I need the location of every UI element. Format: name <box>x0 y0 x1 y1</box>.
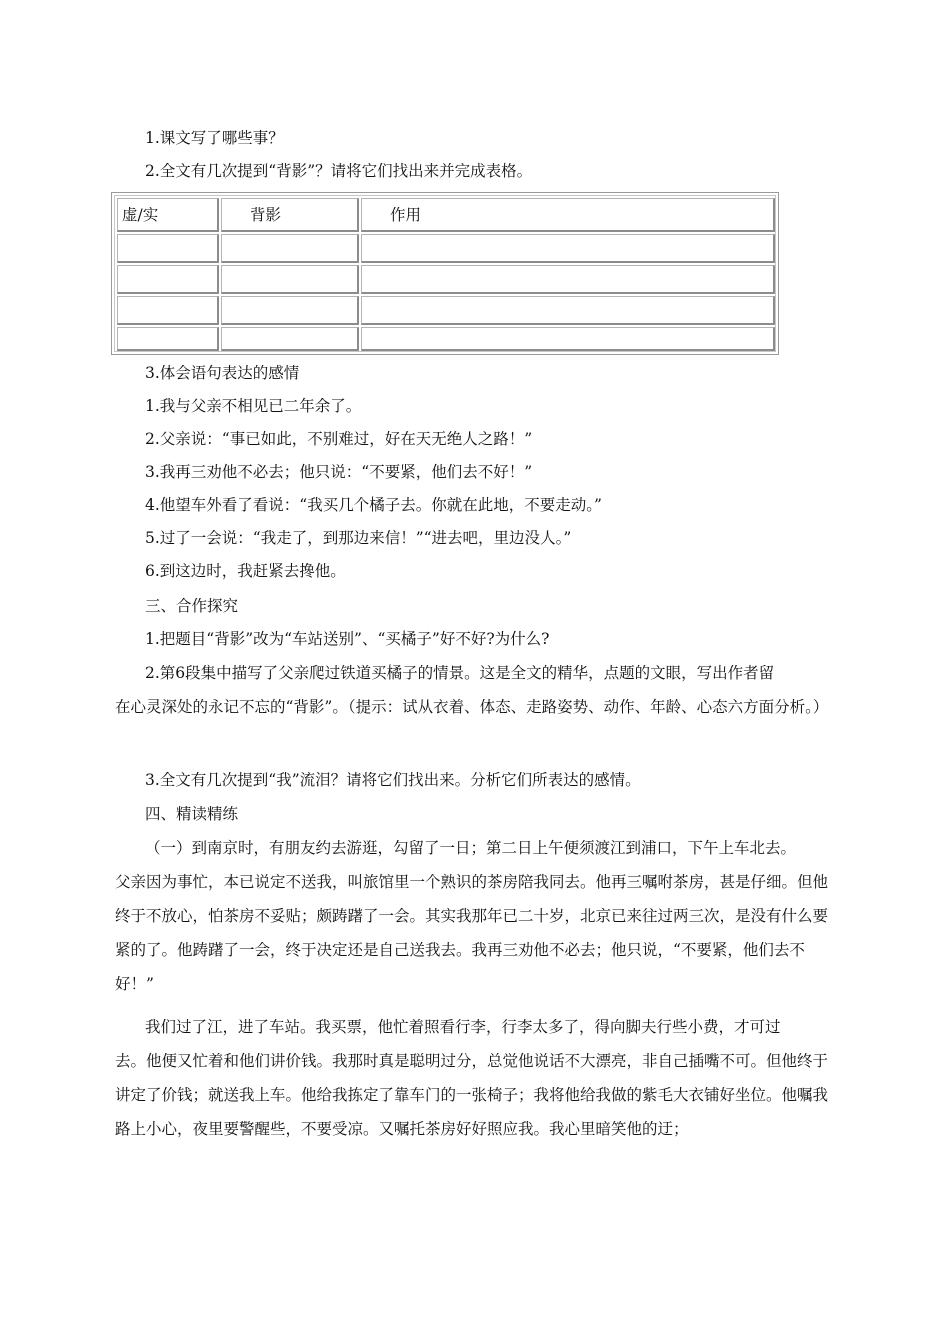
section3-item-3: 3.全文有几次提到“我”流泪？请将它们找出来。分析它们所表达的感情。 <box>145 771 641 789</box>
paragraph-2-first: 我们过了江，进了车站。我买票，他忙着照看行李，行李太多了，得向脚夫行些小费，才可过 <box>145 1018 781 1036</box>
table-cell <box>221 327 359 351</box>
answer-table-inner <box>114 195 776 352</box>
answer-table <box>111 192 779 355</box>
table-header-cell <box>361 198 775 232</box>
table-header-cell <box>221 198 359 232</box>
paragraph-1-first: （一）到南京时，有朋友约去游逛，勾留了一日；第二日上午便须渡江到浦口，下午上车北去。 <box>145 839 797 857</box>
sentence-item: 5.过了一会说：“我走了，到那边来信！”“进去吧，里边没人。” <box>145 529 572 547</box>
sentence-item: 6.到这边时，我赶紧去搀他。 <box>145 562 346 580</box>
section3-item-2-first: 2.第6段集中描写了父亲爬过铁道买橘子的情景。这是全文的精华，点题的文眼，写出作者留 <box>145 664 775 682</box>
table-cell <box>361 327 775 351</box>
table-cell <box>117 327 219 351</box>
paragraph-1-rest: 父亲因为事忙，本已说定不送我，叫旅馆里一个熟识的茶房陪我同去。他再三嘱咐茶房，甚是仔细。但他终于不放心，怕茶房不妥贴；颇踌躇了一会。其实我那年已二十岁，北京已来往过两三次，是没有什么要紧的了。他踌躇了一会，终于决定还是自己送我去。我再三劝他不必去；他只说，“不要紧，他们去不好！” <box>115 873 829 993</box>
table-cell <box>221 296 359 325</box>
table-cell <box>221 265 359 294</box>
sentence-item: 2.父亲说：“事已如此，不别难过，好在天无绝人之路！” <box>145 430 533 448</box>
section-heading: 三、合作探究 <box>145 597 239 615</box>
header-beiying: 背影 <box>250 206 282 224</box>
table-cell <box>361 296 775 325</box>
table-cell <box>361 265 775 294</box>
sentence-item: 4.他望车外看了看说：“我买几个橘子去。你就在此地，不要走动。” <box>145 496 602 514</box>
table-cell <box>117 234 219 263</box>
question-1: 1.课文写了哪些事？ <box>145 129 284 147</box>
table-cell <box>221 234 359 263</box>
section3-item-1: 1.把题目“背影”改为“车站送别”、“买橘子”好不好?为什么? <box>145 630 550 648</box>
question-3: 3.体会语句表达的感情 <box>145 364 300 382</box>
section3-item-2-rest: 在心灵深处的永记不忘的“背影”。（提示：试从衣着、体态、走路姿势、动作、年龄、心态六方面分析。） <box>115 698 829 716</box>
header-xu-shi: 虚/实 <box>122 206 159 224</box>
table-cell <box>361 234 775 263</box>
sentence-item: 3.我再三劝他不必去；他只说：“不要紧，他们去不好！” <box>145 463 533 481</box>
table-cell <box>117 296 219 325</box>
header-zuoyong: 作用 <box>390 206 422 224</box>
question-2: 2.全文有几次提到“背影”？请将它们找出来并完成表格。 <box>145 162 533 180</box>
paragraph-2-rest: 去。他便又忙着和他们讲价钱。我那时真是聪明过分，总觉他说话不大漂亮，非自己插嘴不可。但他终于讲定了价钱；就送我上车。他给我拣定了靠车门的一张椅子；我将他给我做的紫毛大衣铺好坐位。他嘱我路上小心，夜里要警醒些，不要受凉。又嘱托茶房好好照应我。我心里暗笑他的迂； <box>115 1052 829 1138</box>
table-cell <box>117 265 219 294</box>
table-header-cell <box>117 198 219 232</box>
section-heading: 四、精读精练 <box>145 805 239 823</box>
sentence-item: 1.我与父亲不相见已二年余了。 <box>145 397 362 415</box>
